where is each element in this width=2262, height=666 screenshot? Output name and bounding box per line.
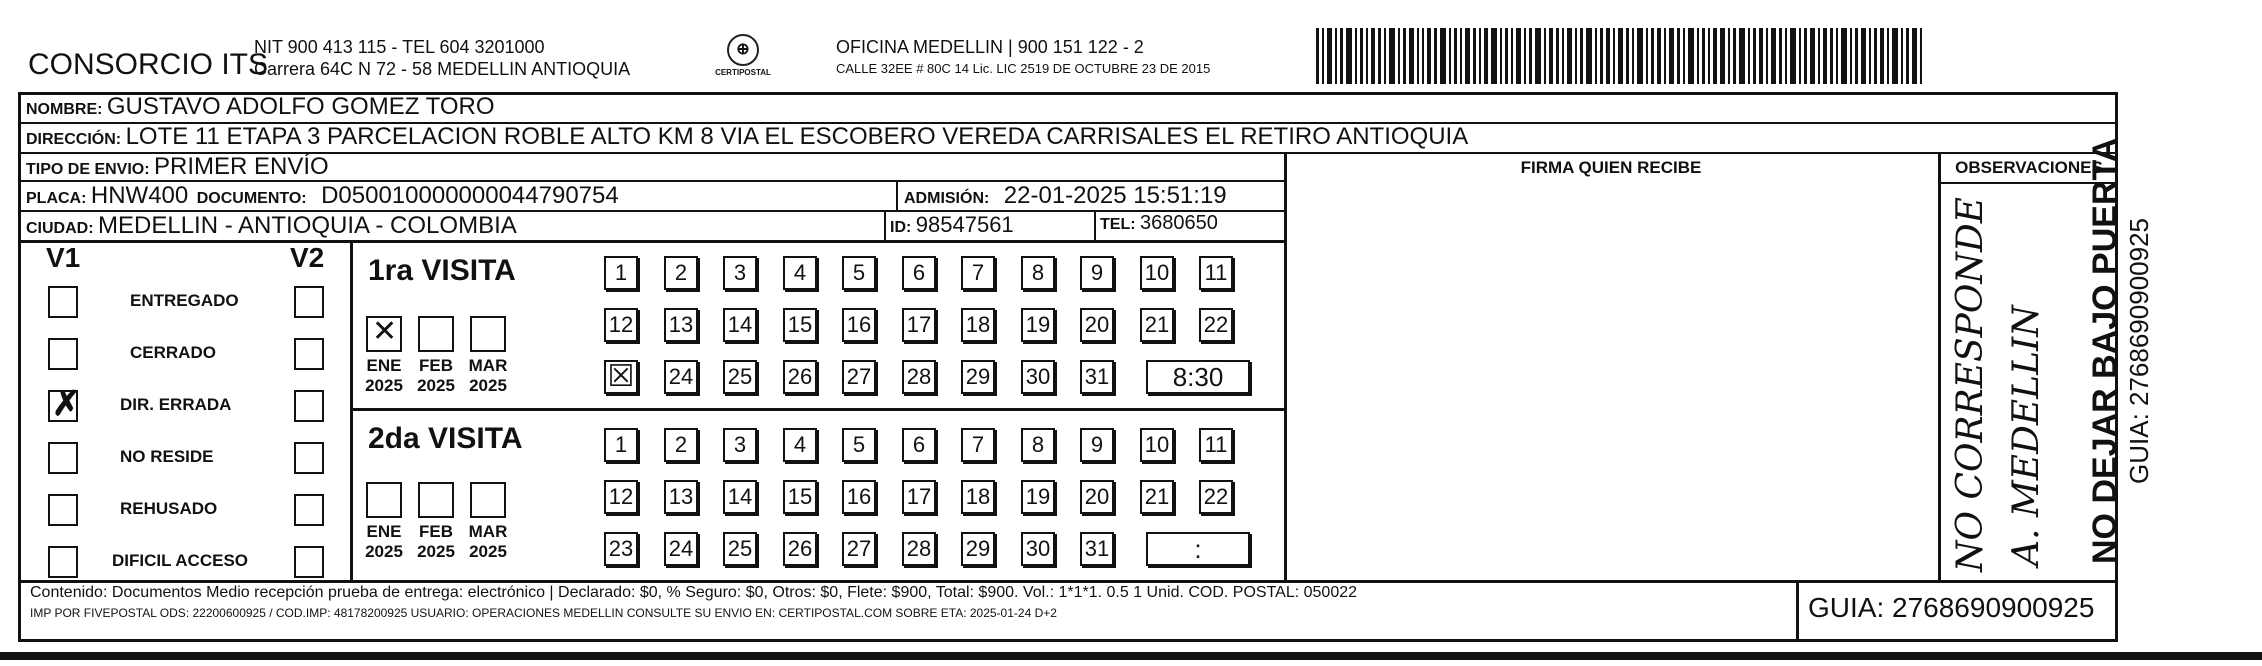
barcode-bar [1327,28,1332,84]
visit2-month-label [462,522,514,562]
barcode-bar [1535,28,1541,84]
visit1-day[interactable]: 27 [842,360,876,394]
barcode-bar [1586,28,1592,84]
status-label: ENTREGADO [130,291,239,310]
barcode-bar [1403,28,1406,84]
visit1-month-label [462,356,514,396]
tel-label: TEL: [1100,216,1136,233]
barcode-bar [1427,28,1431,84]
barcode-bar [1422,28,1424,84]
barcode-bar [1836,28,1838,84]
barcode-bar [1733,28,1736,84]
barcode-bar [1606,28,1610,84]
barcode-bar [1600,28,1603,84]
visit1-day[interactable]: 8 [1021,256,1055,290]
side-guia: GUIA: 2768690900925 [2124,218,2154,484]
visit2-day[interactable]: 19 [1021,480,1055,514]
visit1-day[interactable]: 22 [1199,308,1233,342]
visit1-month-label [410,356,462,396]
barcode-bar [1524,28,1526,84]
barcode-bar [1511,28,1513,84]
visit1-day[interactable]: 19 [1021,308,1055,342]
visit1-day[interactable]: 17 [902,308,936,342]
visit2-day[interactable]: 18 [961,480,995,514]
company-name: CONSORCIO ITS [28,48,269,81]
barcode-bar [1651,28,1654,84]
bottom-edge [0,652,2262,660]
status-label: NO RESIDE [120,447,214,466]
month-name: ENE [366,356,402,375]
barcode-bar [1748,28,1750,84]
barcode-bar [1920,28,1922,84]
v2-checkbox[interactable] [294,442,324,474]
v2-checkbox[interactable] [294,390,324,422]
status-label: CERRADO [130,343,216,362]
side-warning: NO DEJAR BAJO PUERTA [2086,137,2124,564]
check-mark-icon: ✗ [52,385,81,423]
barcode-bar [1869,28,1871,84]
barcode-bar [1479,28,1481,84]
visit2-day[interactable]: 23 [604,532,638,566]
barcode-bar [1892,28,1898,84]
visit2-day[interactable]: 8 [1021,428,1055,462]
barcode-bar [1613,28,1615,84]
visit1-day[interactable]: 2 [664,256,698,290]
visit2-day[interactable]: 31 [1080,532,1114,566]
placa-value: HNW400 [90,182,189,209]
barcode-bar [1697,28,1699,84]
barcode-bar [1434,28,1437,84]
visit2-day[interactable]: 1 [604,428,638,462]
barcode-bar [1567,28,1572,84]
visit1-day[interactable]: 5 [842,256,876,290]
barcode-bar [1417,28,1419,84]
visit1-day[interactable]: 28 [902,360,936,394]
visit2-day[interactable]: 2 [664,428,698,462]
ciudad-row [26,212,517,240]
tipo-label: TIPO DE ENVIO: [26,161,150,178]
direccion-label: DIRECCIÓN: [26,131,122,148]
barcode-bar [1454,28,1457,84]
tipo-row [26,153,329,181]
nombre-value: GUSTAVO ADOLFO GOMEZ TORO [106,93,495,120]
month-name: MAR [468,356,508,375]
visit2-day[interactable]: 7 [961,428,995,462]
visit1-day[interactable]: 26 [783,360,817,394]
v1-checkbox[interactable] [48,494,78,526]
barcode-bar [1753,28,1756,84]
admision-value: 22-01-2025 15:51:19 [1003,182,1227,209]
barcode-bar [1549,28,1553,84]
barcode-bar [1790,28,1796,84]
handwritten-note-1: NO CORRESPONDE [1950,196,1991,572]
footer-guia: GUIA: 2768690900925 [1808,592,2095,623]
direccion-row [26,123,1468,151]
company-info [254,36,630,80]
visit2-month-checkbox[interactable] [366,482,402,518]
visit1-day[interactable]: 25 [723,360,757,394]
barcode-bar [1460,28,1462,84]
visit2-day[interactable]: 28 [902,532,936,566]
v1-label: V1 [46,242,81,273]
address-line: Carrera 64C N 72 - 58 MEDELLIN ANTIOQUIA [254,59,631,79]
footer-content: Contenido: Documentos Medio recepción prueba de entrega: electrónico | Declarado: $0, % Seguro: $0, Otros: $0, Flete: $900, Total: $900. Vol.: 1*1*1. 0.5 1 Unid. COD. POSTAL: 050022 [30,584,1358,601]
visit2-month-label [358,522,410,562]
barcode-bar [1906,28,1909,84]
barcode-bar [1804,28,1807,84]
barcode-bar [1491,28,1497,84]
status-label: REHUSADO [120,499,218,518]
status-label: DIFICIL ACCESO [112,551,249,570]
placa-row [26,182,619,210]
barcode-bar [1669,28,1674,84]
visit1-day[interactable]: 31 [1080,360,1114,394]
month-year: 2025 [365,376,403,395]
visit1-day[interactable]: 24 [664,360,698,394]
license-line: CALLE 32EE # 80C 14 Lic. LIC 2519 DE OCTUBRE 23 DE 2015 [836,61,1211,76]
visit2-month-checkbox[interactable] [470,482,506,518]
barcode-bar [1728,28,1730,84]
tipo-value: PRIMER ENVÍO [154,153,329,180]
v2-label: V2 [290,242,325,273]
visit2-day[interactable]: 14 [723,480,757,514]
barcode-bar [1500,28,1502,84]
visit2-title: 2da VISITA [368,422,523,455]
barcode-bar [1779,28,1782,84]
month-name: ENE [366,522,402,541]
visit2-day[interactable]: 11 [1199,428,1233,462]
barcode-bar [1646,28,1648,84]
barcode-bar [1335,28,1337,84]
barcode-bar [1637,28,1643,84]
visit1-day[interactable]: 12 [604,308,638,342]
office-line: OFICINA MEDELLIN | 900 151 122 - 2 [836,37,1144,57]
barcode-bar [1366,28,1368,84]
barcode-bar [1562,28,1564,84]
barcode-bar [1465,28,1470,84]
v1-checkbox[interactable] [48,546,78,578]
barcode-bar [1473,28,1476,84]
ciudad-label: CIUDAD: [26,220,94,237]
barcode [1316,28,1956,84]
barcode-bar [1440,28,1446,84]
barcode-bar [1766,28,1768,84]
visit1-month-label [358,356,410,396]
barcode-bar [1818,28,1820,84]
visit2-day[interactable]: 13 [664,480,698,514]
visit2-day[interactable]: 3 [723,428,757,462]
visit2-day[interactable]: 10 [1140,428,1174,462]
v1-checkbox[interactable] [48,286,78,318]
barcode-bar [1449,28,1451,84]
visit1-day[interactable]: 10 [1140,256,1174,290]
v1-checkbox[interactable] [48,338,78,370]
nombre-label: NOMBRE: [26,101,103,118]
barcode-bar [1850,28,1852,84]
visit1-day[interactable]: 9 [1080,256,1114,290]
barcode-bar [1702,28,1705,84]
visit1-day[interactable]: 3 [723,256,757,290]
direccion-value: LOTE 11 ETAPA 3 PARCELACION ROBLE ALTO KM 8 VIA EL ESCOBERO VEREDA CARRISALES EL RETIRO ANTIOQUIA [125,123,1469,150]
documento-label: DOCUMENTO: [196,190,307,207]
visit1-day[interactable]: 14 [723,308,757,342]
tel-value: 3680650 [1140,212,1218,234]
visit1-month-checkbox[interactable] [418,316,454,352]
barcode-bar [1830,28,1833,84]
barcode-bar [1516,28,1521,84]
barcode-bar [1626,28,1629,84]
visit2-day[interactable]: 15 [783,480,817,514]
barcode-bar [1887,28,1889,84]
visit1-day[interactable]: ☒ [604,360,638,394]
barcode-bar [1785,28,1787,84]
visit1-time-field[interactable]: 8:30 [1146,360,1250,394]
placa-label: PLACA: [26,190,87,207]
barcode-bar [1409,28,1414,84]
id-field [890,212,1014,238]
month-year: 2025 [469,376,507,395]
barcode-bar [1371,28,1375,84]
visit1-month-checkbox[interactable] [470,316,506,352]
barcode-bar [1360,28,1363,84]
observaciones-label: OBSERVACIONES [1955,158,2103,177]
barcode-bar [1556,28,1559,84]
visit2-day[interactable]: 30 [1021,532,1055,566]
visit1-day[interactable]: 11 [1199,256,1233,290]
ciudad-value: MEDELLIN - ANTIOQUIA - COLOMBIA [98,212,517,239]
barcode-bar [1378,28,1381,84]
barcode-bar [1632,28,1634,84]
visit1-day[interactable]: 13 [664,308,698,342]
certipostal-logo [712,34,774,86]
visit2-day[interactable]: 9 [1080,428,1114,462]
barcode-bar [1340,28,1343,84]
barcode-bar [1529,28,1532,84]
barcode-bar [1389,28,1395,84]
visit2-day[interactable]: 16 [842,480,876,514]
barcode-bar [1912,28,1917,84]
visit1-day[interactable]: 4 [783,256,817,290]
visit1-day[interactable]: 7 [961,256,995,290]
visit1-day[interactable]: 1 [604,256,638,290]
visit1-day[interactable]: 21 [1140,308,1174,342]
barcode-bar [1484,28,1488,84]
barcode-bar [1759,28,1763,84]
barcode-bar [1677,28,1680,84]
visit2-day[interactable]: 25 [723,532,757,566]
visit2-day[interactable]: 24 [664,532,698,566]
barcode-bar [1355,28,1357,84]
barcode-bar [1739,28,1745,84]
visit1-month-checkbox[interactable] [366,316,402,352]
barcode-bar [1688,28,1694,84]
visit1-day[interactable]: 20 [1080,308,1114,342]
visit1-day[interactable]: 18 [961,308,995,342]
visit2-day[interactable]: 26 [783,532,817,566]
visit2-day[interactable]: 21 [1140,480,1174,514]
barcode-bar [1505,28,1508,84]
tel-field [1100,212,1218,235]
logo-icon: ⊕ [727,34,759,66]
visit1-day[interactable]: 15 [783,308,817,342]
visit2-day[interactable]: 4 [783,428,817,462]
documento-value: D050010000000044790754 [321,182,619,209]
visit1-day[interactable]: 30 [1021,360,1055,394]
visit2-day[interactable]: 22 [1199,480,1233,514]
barcode-bar [1322,28,1324,84]
barcode-bar [1618,28,1623,84]
visit2-month-label [410,522,462,562]
barcode-bar [1398,28,1400,84]
v2-checkbox[interactable] [294,546,324,578]
x-mark-icon: ✕ [372,315,398,348]
visit2-day[interactable]: 17 [902,480,936,514]
barcode-bar [1575,28,1577,84]
nit-line: NIT 900 413 115 - TEL 604 3201000 [254,37,545,57]
barcode-bar [1901,28,1903,84]
barcode-bar [1346,28,1352,84]
firma-label: FIRMA QUIEN RECIBE [1520,158,1702,177]
visit1-day[interactable]: 16 [842,308,876,342]
month-year: 2025 [417,542,455,561]
month-name: FEB [419,522,453,541]
v1-checkbox[interactable] [48,442,78,474]
nombre-row [26,93,495,121]
admision-row [904,182,1227,210]
logo-text: CERTIPOSTAL [715,68,771,77]
visit1-title: 1ra VISITA [368,254,516,287]
barcode-bar [1880,28,1884,84]
month-name: FEB [419,356,453,375]
v2-checkbox[interactable] [294,338,324,370]
month-year: 2025 [417,376,455,395]
id-label: ID: [890,219,912,236]
admision-label: ADMISIÓN: [904,190,990,207]
barcode-bar [1708,28,1710,84]
barcode-bar [1713,28,1717,84]
barcode-bar [1595,28,1597,84]
visit2-day[interactable]: 29 [961,532,995,566]
barcode-bar [1720,28,1725,84]
barcode-bar [1823,28,1827,84]
barcode-bar [1841,28,1847,84]
office-info [836,36,1210,80]
barcode-bar [1316,28,1319,84]
status-label: DIR. ERRADA [120,395,232,414]
signature-area[interactable] [1290,190,1930,576]
barcode-bar [1544,28,1546,84]
barcode-bar [1810,28,1815,84]
month-year: 2025 [469,542,507,561]
visit2-month-checkbox[interactable] [418,482,454,518]
barcode-bar [1683,28,1685,84]
barcode-bar [1657,28,1661,84]
v1-checkbox[interactable] [48,385,81,423]
visit1-day[interactable]: 29 [961,360,995,394]
barcode-bar [1861,28,1866,84]
visit2-time-field[interactable]: : [1146,532,1250,566]
barcode-bar [1384,28,1386,84]
visit2-day[interactable]: 20 [1080,480,1114,514]
barcode-bar [1664,28,1666,84]
visit1-day[interactable]: 6 [902,256,936,290]
id-value: 98547561 [915,212,1014,237]
v2-checkbox[interactable] [294,286,324,318]
barcode-bar [1799,28,1801,84]
footer-print-info: IMP POR FIVEPOSTAL ODS: 22200600925 / COD.IMP: 48178200925 USUARIO: OPERACIONES MEDELLIN CONSULTE SU ENVIO EN: CERTIPOSTAL.COM SOBRE ETA: 2025-01-24 D+2 [30,606,1057,620]
visit2-day[interactable]: 5 [842,428,876,462]
visit2-day[interactable]: 6 [902,428,936,462]
barcode-bar [1874,28,1877,84]
v2-checkbox[interactable] [294,494,324,526]
barcode-bar [1771,28,1776,84]
handwritten-note-2: A. MEDELLIN [2006,305,2047,566]
barcode-bar [1580,28,1583,84]
barcode-bar [1855,28,1858,84]
month-name: MAR [468,522,508,541]
month-year: 2025 [365,542,403,561]
visit2-day[interactable]: 27 [842,532,876,566]
visit2-day[interactable]: 12 [604,480,638,514]
